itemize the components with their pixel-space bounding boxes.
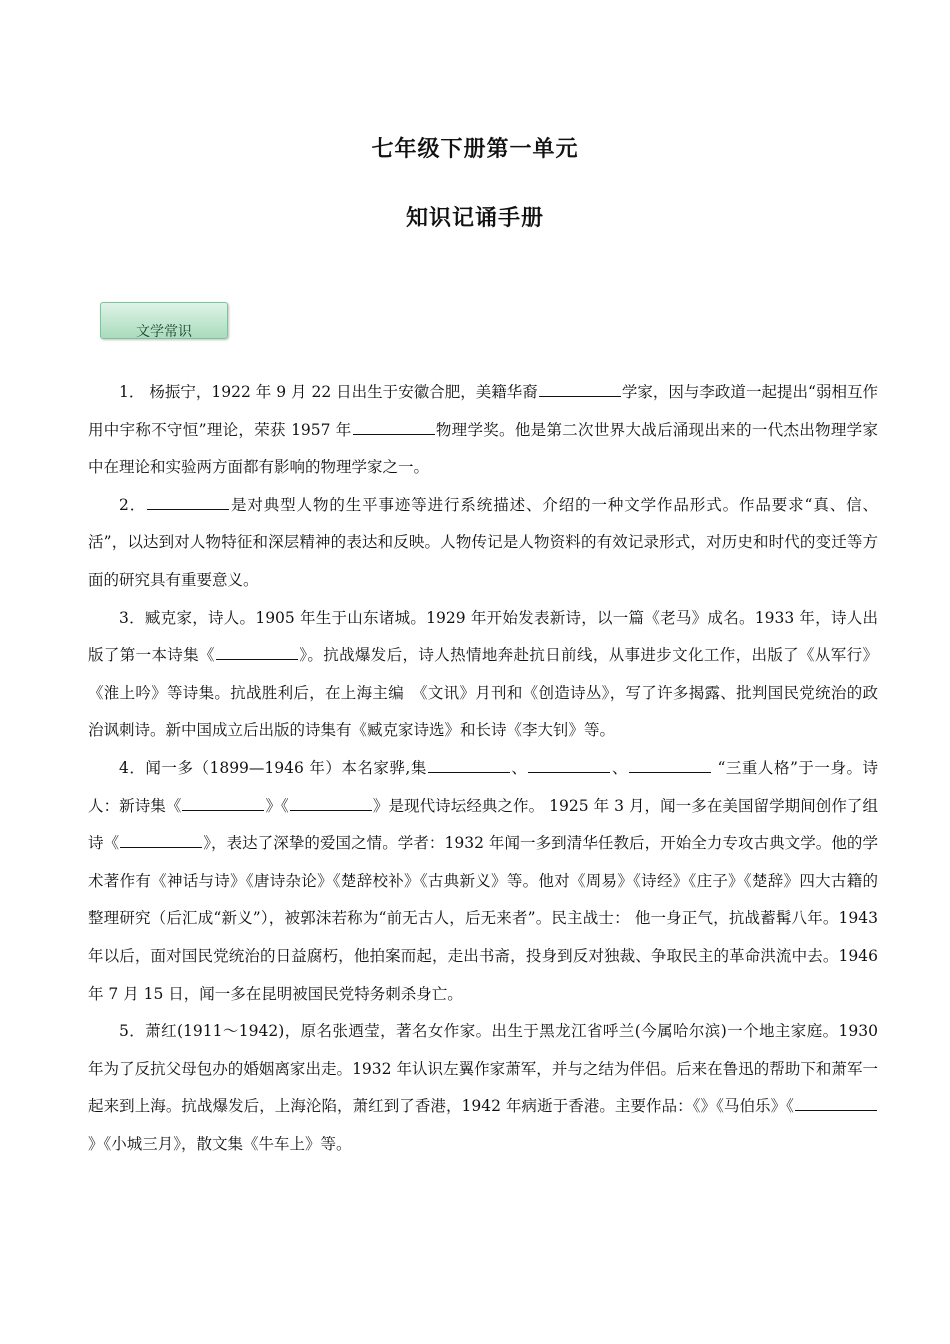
paragraph-5: 5．萧红(1911～1942)，原名张迺莹，著名女作家。出生于黑龙江省呼兰(今属哈尔滨)一个地主家庭。1930 年为了反抗父母包办的婚姻离家出走。1932 年认识左翼作家萧军，并与之结为伴侣。后来在鲁迅的帮助下和萧军一起来到上海。抗战爆发后，上海沦陷，萧红到了香港，1942 年病逝于香港。主要作品：《》《马伯乐》《》《小城三月》，散文集《牛车上》等。 <box>88 1022 878 1153</box>
fill-blank[interactable] <box>290 793 372 810</box>
fill-blank[interactable] <box>216 643 298 660</box>
section-badge <box>100 302 228 339</box>
page-title: 七年级下册第一单元 <box>371 137 579 162</box>
paragraph-2: 2． 是对典型人物的生平事迹等进行系统描述、介绍的一种文学作品形式。作品要求“真、信、活”，以达到对人物特征和深层精神的表达和反映。人物传记是人物资料的有效记录形式，对历史和时代的变迁等方面的研究具有重要意义。 <box>88 487 878 600</box>
fill-blank[interactable] <box>629 756 711 773</box>
fill-blank[interactable] <box>353 417 435 434</box>
fill-blank[interactable] <box>147 493 229 510</box>
fill-blank[interactable] <box>795 1094 877 1111</box>
page-subtitle: 知识记诵手册 <box>405 206 544 231</box>
paragraph-3: 3．臧克家，诗人。1905 年生于山东诸城。1929 年开始发表新诗，以一篇《老马》成名。1933 年，诗人出版了第一本诗集《 》。抗战爆发后，诗人热情地奔赴抗日前线，从事进步文化工作，出版了《从军行》《淮上吟》等诗集。抗战胜利后，在上海主编 《文讯》月刊和《创造诗丛》，写了许多揭露、批判国民党统治的政治讽刺诗。新中国成立后出版的诗集有《臧克家诗选》和长诗《李大钊》等。 <box>88 608 878 740</box>
fill-blank[interactable] <box>182 793 264 810</box>
fill-blank[interactable] <box>539 380 621 397</box>
paragraph-1: 1． 杨振宁，1922 年 9 月 22 日出生于安徽合肥，美籍华裔 学家，因与李政道一起提出“弱相互作用中宇称不守恒”理论，荣获 1957 年 物理学奖。他是第二次世界大战后涌现出来的一代杰出物理学家中在理论和实验两方面都有影响的物理学家之一。 <box>88 374 878 487</box>
paragraph-4: 4．闻一多（1899—1946 年）本名家骅,集 、 、 “三重人格”于一身。诗人：新诗集《 》《 》是现代诗坛经典之作。 1925 年 3 月，闻一多在美国留学期间创作了组诗《 》，表达了深挚的爱国之情。学者：1932 年闻一多到清华任教后，开始全力专攻古典文学。他的学术著作有《神话与诗》《唐诗杂论》《楚辞校补》《古典新义》等。他对《周易》《诗经》《庄子》《楚辞》四大古籍的整理研究（后汇成“新义”），被郭沫若称为“前无古人，后无来者”。民主战士： 他一身正气，抗战蓄髯八年。1943 年以后，面对国民党统治的日益腐朽，他拍案而起，走出书斋，投身到反对独裁、争取民主的革命洪流中去。1946 年 7 月 15 日，闻一多在昆明被国民党特务刺杀身亡。 <box>88 750 878 1013</box>
document-body <box>88 374 878 1163</box>
fill-blank[interactable] <box>528 756 610 773</box>
section-badge-label: 文学常识 <box>136 324 192 339</box>
fill-blank[interactable] <box>428 756 510 773</box>
fill-blank[interactable] <box>120 831 202 848</box>
